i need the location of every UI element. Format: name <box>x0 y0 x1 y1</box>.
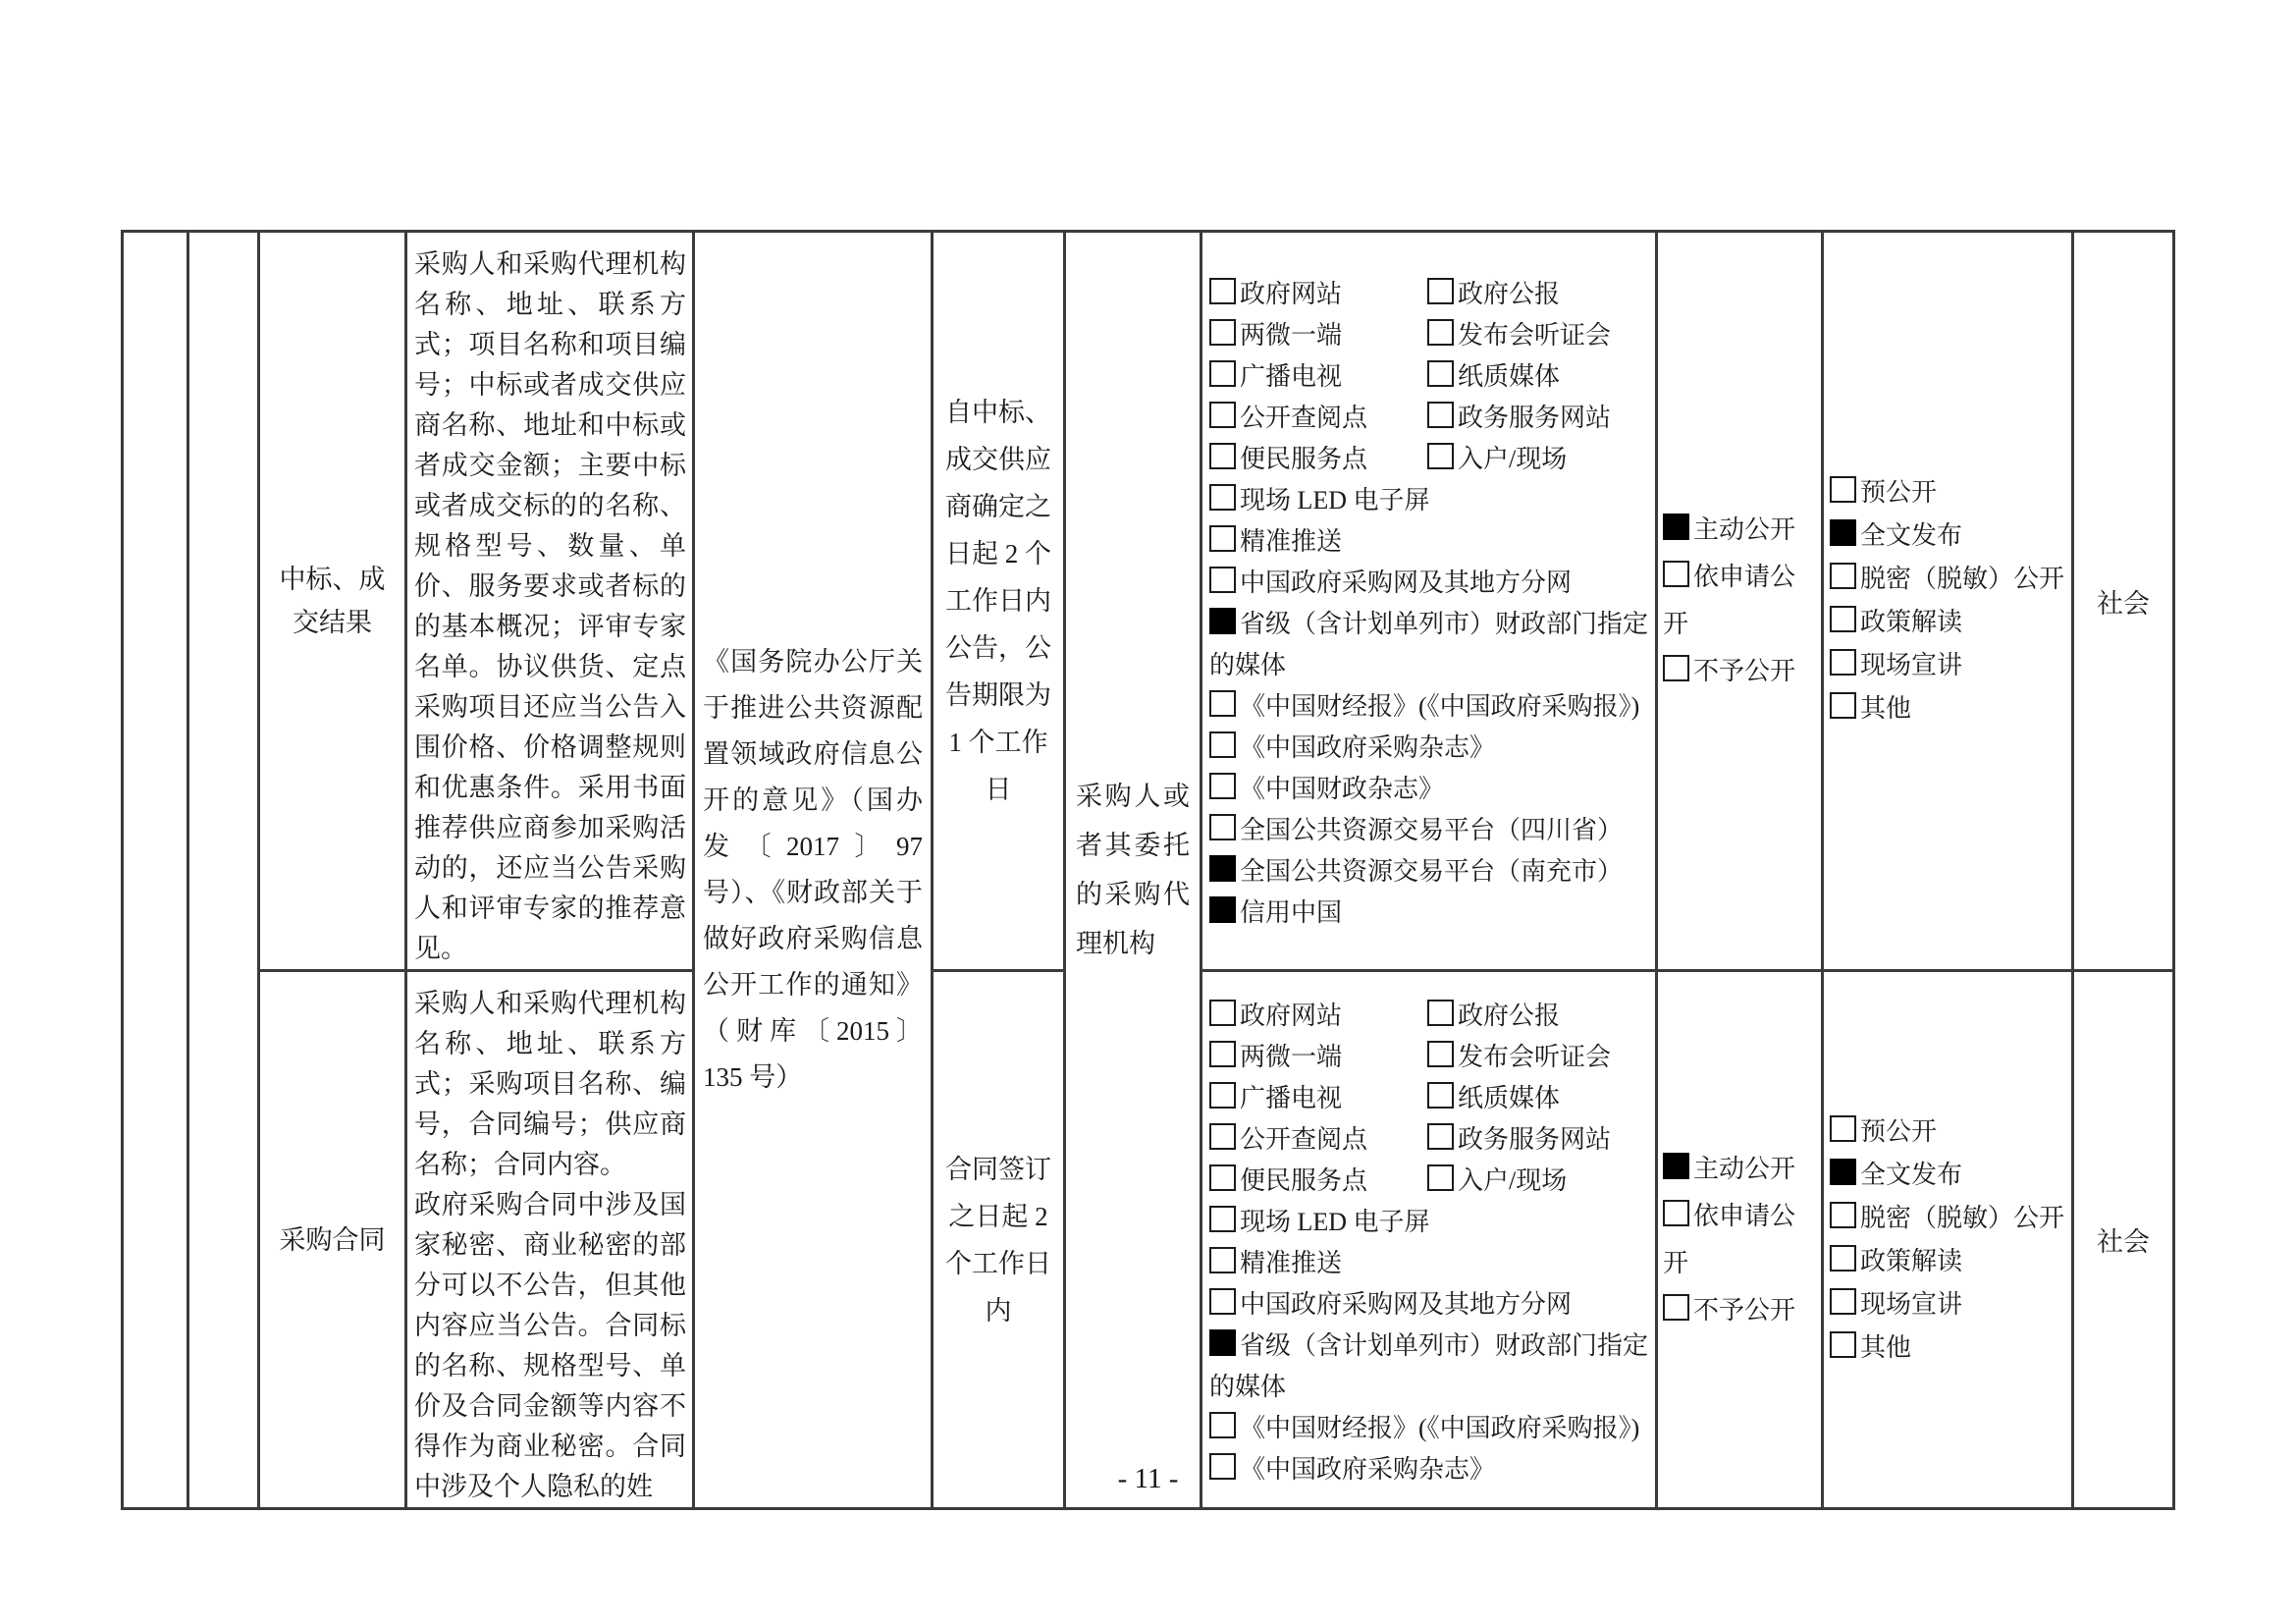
item-name-cell-contract: 采购合同 <box>259 971 406 1509</box>
channels-cell-contract <box>1201 971 1657 1509</box>
checklist-item <box>1427 398 1652 439</box>
checkbox-unchecked-icon <box>1209 1164 1236 1191</box>
checklist-item <box>1427 315 1652 356</box>
checklist-item <box>1209 274 1427 315</box>
checklist-item <box>1830 1154 2068 1197</box>
checklist-item <box>1209 1326 1652 1408</box>
checklist-item-label: 《中国财政杂志》 <box>1240 775 1445 803</box>
checkbox-unchecked-icon <box>1830 563 1856 589</box>
checklist-item-label: 省级（含计划单列市）财政部门指定的媒体 <box>1209 610 1649 679</box>
checkbox-unchecked-icon <box>1427 1164 1454 1191</box>
empty-cell-col2 <box>188 232 259 1509</box>
checklist-item <box>1663 507 1818 554</box>
checklist-item <box>1209 1202 1652 1243</box>
checklist-item-label: 精准推送 <box>1240 527 1343 556</box>
checkbox-unchecked-icon <box>1209 1123 1236 1150</box>
legal-basis-cell: 《国务院办公厅关于推进公共资源配置领域政府信息公开的意见》（国办发〔2017〕97 号）、《财政部关于做好政府采购信息公开工作的通知》（财库〔2015〕 135 号） <box>694 232 933 1509</box>
checklist-item-label: 政务服务网站 <box>1458 404 1612 432</box>
channels-grid <box>1209 274 1652 480</box>
checklist-item-label: 政府网站 <box>1240 280 1343 308</box>
checkbox-unchecked-icon <box>1830 606 1856 632</box>
checklist-item-label: 不予公开 <box>1693 1295 1796 1325</box>
checklist-item <box>1209 1037 1427 1078</box>
checklist-item-label: 脱密（脱敏）公开 <box>1860 1203 2065 1232</box>
checklist-item <box>1427 996 1652 1037</box>
checklist-item <box>1209 439 1427 480</box>
checkbox-unchecked-icon <box>1209 402 1236 428</box>
checkbox-unchecked-icon <box>1427 1082 1454 1109</box>
checklist-item-label: 精准推送 <box>1240 1248 1343 1277</box>
checklist-item <box>1830 1110 2068 1154</box>
checklist-item-label: 入户/现场 <box>1458 445 1568 473</box>
paragraph: 采购人和采购代理机构名称、地址、联系方式；项目名称和项目编号；中标或者成交供应商名称、地址和中标或者成交金额；主要中标或者成交标的的名称、规格型号、数量、单价、服务要求或者标的的基本概况；评审专家名单。协议供货、定点采购项目还应当公告入围价格、价格调整规则和优惠条件。采用书面推荐供应商参加采购活动的，还应当公告采购人和评审专家的推荐意见。 <box>414 249 686 963</box>
checkbox-unchecked-icon <box>1427 1000 1454 1026</box>
checklist-item-label: 中国政府采购网及其地方分网 <box>1240 568 1573 597</box>
checkbox-unchecked-icon <box>1209 1247 1236 1273</box>
checkbox-unchecked-icon <box>1663 561 1689 587</box>
checklist-item-label: 发布会听证会 <box>1458 321 1612 350</box>
item-name-cell-bid-result: 中标、成交结果 <box>259 232 406 971</box>
checklist-item <box>1663 1146 1818 1193</box>
checkbox-unchecked-icon <box>1209 525 1236 552</box>
checklist-item-label: 公开查阅点 <box>1240 404 1368 432</box>
checklist-item-label: 两微一端 <box>1240 321 1343 350</box>
checkbox-unchecked-icon <box>1427 278 1454 304</box>
checklist-item <box>1209 686 1652 728</box>
checklist-item <box>1427 1078 1652 1119</box>
audience-cell-bid-result: 社会 <box>2073 232 2174 971</box>
checklist-item-label: 《中国政府采购杂志》 <box>1240 1454 1496 1484</box>
checkbox-unchecked-icon <box>1830 1288 1856 1315</box>
checkbox-unchecked-icon <box>1209 484 1236 511</box>
checklist-item <box>1209 1243 1652 1284</box>
checklist-item <box>1830 514 2068 558</box>
checklist-item-label: 政策解读 <box>1860 608 1963 636</box>
checklist-item-label: 全文发布 <box>1860 1160 1963 1189</box>
checkbox-unchecked-icon <box>1427 1123 1454 1150</box>
checkbox-unchecked-icon <box>1209 1288 1236 1315</box>
checklist-item <box>1209 1284 1652 1326</box>
checklist-item-label: 广播电视 <box>1240 1083 1343 1112</box>
time-limit-cell-contract: 合同签订之日起 2 个工作日内 <box>933 971 1065 1509</box>
checklist-item <box>1830 1240 2068 1283</box>
checklist-item-label: 政府公报 <box>1458 280 1561 308</box>
checkbox-unchecked-icon <box>1209 731 1236 758</box>
content-cell-contract <box>406 971 694 1509</box>
checklist-item <box>1209 604 1652 686</box>
checkbox-unchecked-icon <box>1427 319 1454 346</box>
checklist-item-label: 《中国财经报》(《中国政府采购报》) <box>1240 1413 1640 1442</box>
checklist-item <box>1209 356 1427 398</box>
checklist-item <box>1209 728 1652 769</box>
checklist-item <box>1427 274 1652 315</box>
checklist-item <box>1209 1119 1427 1161</box>
checklist-item-label: 政务服务网站 <box>1458 1124 1612 1154</box>
checklist-item-label: 发布会听证会 <box>1458 1042 1612 1071</box>
checklist-item-label: 《中国政府采购杂志》 <box>1240 733 1496 762</box>
checklist-item <box>1830 1197 2068 1240</box>
checklist-item <box>1830 1283 2068 1326</box>
checklist-item-label: 便民服务点 <box>1240 445 1368 473</box>
checklist-item-label: 便民服务点 <box>1240 1165 1368 1195</box>
checklist-item-label: 公开查阅点 <box>1240 1124 1368 1154</box>
checkbox-unchecked-icon <box>1209 814 1236 840</box>
channels-cell-bid-result <box>1201 232 1657 971</box>
checkbox-checked-icon <box>1830 1159 1856 1185</box>
checklist-item-label: 现场 LED 电子屏 <box>1240 486 1430 514</box>
checklist-item-label: 预公开 <box>1860 478 1938 507</box>
checklist-item-label: 依申请公开 <box>1663 1201 1796 1277</box>
checkbox-unchecked-icon <box>1209 1041 1236 1067</box>
checkbox-unchecked-icon <box>1427 443 1454 469</box>
disclosure-form-cell-contract <box>1823 971 2073 1509</box>
disclosure-mode-cell-contract <box>1657 971 1823 1509</box>
checkbox-unchecked-icon <box>1209 773 1236 799</box>
checkbox-checked-icon <box>1830 519 1856 546</box>
checkbox-unchecked-icon <box>1209 443 1236 469</box>
disclosure-mode-cell-bid-result <box>1657 232 1823 971</box>
checkbox-checked-icon <box>1663 514 1689 540</box>
checklist-item-label: 全国公共资源交易平台（四川省） <box>1240 816 1624 844</box>
checkbox-unchecked-icon <box>1427 1041 1454 1067</box>
checklist-item-label: 信用中国 <box>1240 898 1343 927</box>
checkbox-unchecked-icon <box>1830 1331 1856 1358</box>
channels-list <box>1209 1202 1652 1490</box>
checklist-item-label: 入户/现场 <box>1458 1165 1568 1195</box>
checkbox-checked-icon <box>1209 1329 1236 1356</box>
channels-grid <box>1209 996 1652 1202</box>
checklist-item-label: 《中国财经报》(《中国政府采购报》) <box>1240 692 1640 721</box>
checklist-item-label: 主动公开 <box>1693 1154 1796 1183</box>
checklist-item-label: 政府公报 <box>1458 1001 1561 1030</box>
checkbox-unchecked-icon <box>1209 1082 1236 1109</box>
checkbox-unchecked-icon <box>1830 649 1856 676</box>
time-limit-cell-bid-result: 自中标、成交供应商确定之日起 2 个工作日内公告，公告期限为 1 个工作日 <box>933 232 1065 971</box>
checkbox-unchecked-icon <box>1209 690 1236 717</box>
checklist-item <box>1427 356 1652 398</box>
checklist-item-label: 政府网站 <box>1240 1001 1343 1030</box>
paragraph: 政府采购合同中涉及国家秘密、商业秘密的部分可以不公告，但其他内容应当公告。合同标的名称、规格型号、单价及合同金额等内容不得作为商业秘密。合同中涉及个人隐私的姓 <box>414 1190 686 1501</box>
checklist-item <box>1209 769 1652 810</box>
checklist-item-label: 两微一端 <box>1240 1042 1343 1071</box>
disclosure-table <box>121 230 2175 1510</box>
checklist-item <box>1209 996 1427 1037</box>
checklist-item <box>1663 648 1818 695</box>
checklist-item-label: 不予公开 <box>1693 657 1796 685</box>
disclosure-form-cell-bid-result <box>1823 232 2073 971</box>
checklist-item-label: 主动公开 <box>1693 515 1796 544</box>
checkbox-unchecked-icon <box>1427 360 1454 387</box>
checklist-item <box>1427 1037 1652 1078</box>
checklist-item <box>1209 893 1652 934</box>
checkbox-unchecked-icon <box>1663 1294 1689 1321</box>
checklist-item <box>1830 644 2068 687</box>
empty-cell-col1 <box>123 232 188 1509</box>
checkbox-unchecked-icon <box>1209 360 1236 387</box>
checkbox-unchecked-icon <box>1209 1000 1236 1026</box>
checklist-item-label: 预公开 <box>1860 1116 1938 1146</box>
checkbox-unchecked-icon <box>1830 1202 1856 1228</box>
page-number: - 11 - <box>1117 1463 1179 1494</box>
checklist-item-label: 现场宣讲 <box>1860 1289 1963 1319</box>
publisher-cell: 采购人或者其委托的采购代理机构 <box>1065 232 1201 1509</box>
checklist-item-label: 其他 <box>1860 1332 1912 1362</box>
checkbox-checked-icon <box>1663 1153 1689 1179</box>
checklist-item <box>1830 1326 2068 1370</box>
checklist-item <box>1209 398 1427 439</box>
checklist-item-label: 全文发布 <box>1860 521 1963 550</box>
checkbox-unchecked-icon <box>1663 1200 1689 1226</box>
audience-cell-contract: 社会 <box>2073 971 2174 1509</box>
checkbox-unchecked-icon <box>1427 402 1454 428</box>
checkbox-unchecked-icon <box>1209 319 1236 346</box>
checkbox-unchecked-icon <box>1209 567 1236 593</box>
checklist-item <box>1427 439 1652 480</box>
checklist-item-label: 现场宣讲 <box>1860 651 1963 679</box>
checklist-item <box>1427 1119 1652 1161</box>
checklist-item-label: 其他 <box>1860 694 1912 723</box>
paragraph: 采购人和采购代理机构名称、地址、联系方式；采购项目名称、编号，合同编号；供应商名称；合同内容。 <box>414 989 686 1179</box>
checklist-item <box>1209 315 1427 356</box>
checkbox-unchecked-icon <box>1663 655 1689 681</box>
checklist-item <box>1663 1287 1818 1334</box>
checklist-item-label: 依申请公开 <box>1663 563 1796 638</box>
checklist-item <box>1830 601 2068 644</box>
checklist-item-label: 纸质媒体 <box>1458 1083 1561 1112</box>
checklist-item-label: 省级（含计划单列市）财政部门指定的媒体 <box>1209 1330 1649 1401</box>
checklist-item <box>1209 1078 1427 1119</box>
checklist-item-label: 中国政府采购网及其地方分网 <box>1240 1289 1573 1319</box>
checklist-item <box>1830 687 2068 731</box>
checklist-item <box>1209 1161 1427 1202</box>
checklist-item <box>1830 471 2068 514</box>
checkbox-checked-icon <box>1209 608 1236 634</box>
channels-list <box>1209 480 1652 934</box>
checklist-item <box>1209 1408 1652 1449</box>
checklist-item-label: 广播电视 <box>1240 362 1343 391</box>
checklist-item <box>1663 1193 1818 1287</box>
checklist-item-label: 现场 LED 电子屏 <box>1240 1207 1430 1236</box>
checkbox-unchecked-icon <box>1830 476 1856 503</box>
checkbox-unchecked-icon <box>1830 692 1856 719</box>
checklist-item <box>1209 851 1652 893</box>
checklist-item-label: 纸质媒体 <box>1458 362 1561 391</box>
checklist-item <box>1830 558 2068 601</box>
checklist-item-label: 全国公共资源交易平台（南充市） <box>1240 857 1624 886</box>
checklist-item-label: 脱密（脱敏）公开 <box>1860 565 2065 593</box>
checkbox-checked-icon <box>1209 855 1236 882</box>
checkbox-unchecked-icon <box>1830 1245 1856 1272</box>
checklist-item <box>1209 810 1652 851</box>
checklist-item-label: 政策解读 <box>1860 1246 1963 1275</box>
checklist-item <box>1209 563 1652 604</box>
checklist-item <box>1427 1161 1652 1202</box>
checkbox-checked-icon <box>1209 896 1236 923</box>
checkbox-unchecked-icon <box>1209 1206 1236 1232</box>
checkbox-unchecked-icon <box>1830 1115 1856 1142</box>
checkbox-unchecked-icon <box>1209 278 1236 304</box>
checklist-item <box>1663 554 1818 648</box>
checklist-item <box>1209 480 1652 521</box>
content-cell-bid-result <box>406 232 694 971</box>
checkbox-unchecked-icon <box>1209 1412 1236 1438</box>
checklist-item <box>1209 521 1652 563</box>
